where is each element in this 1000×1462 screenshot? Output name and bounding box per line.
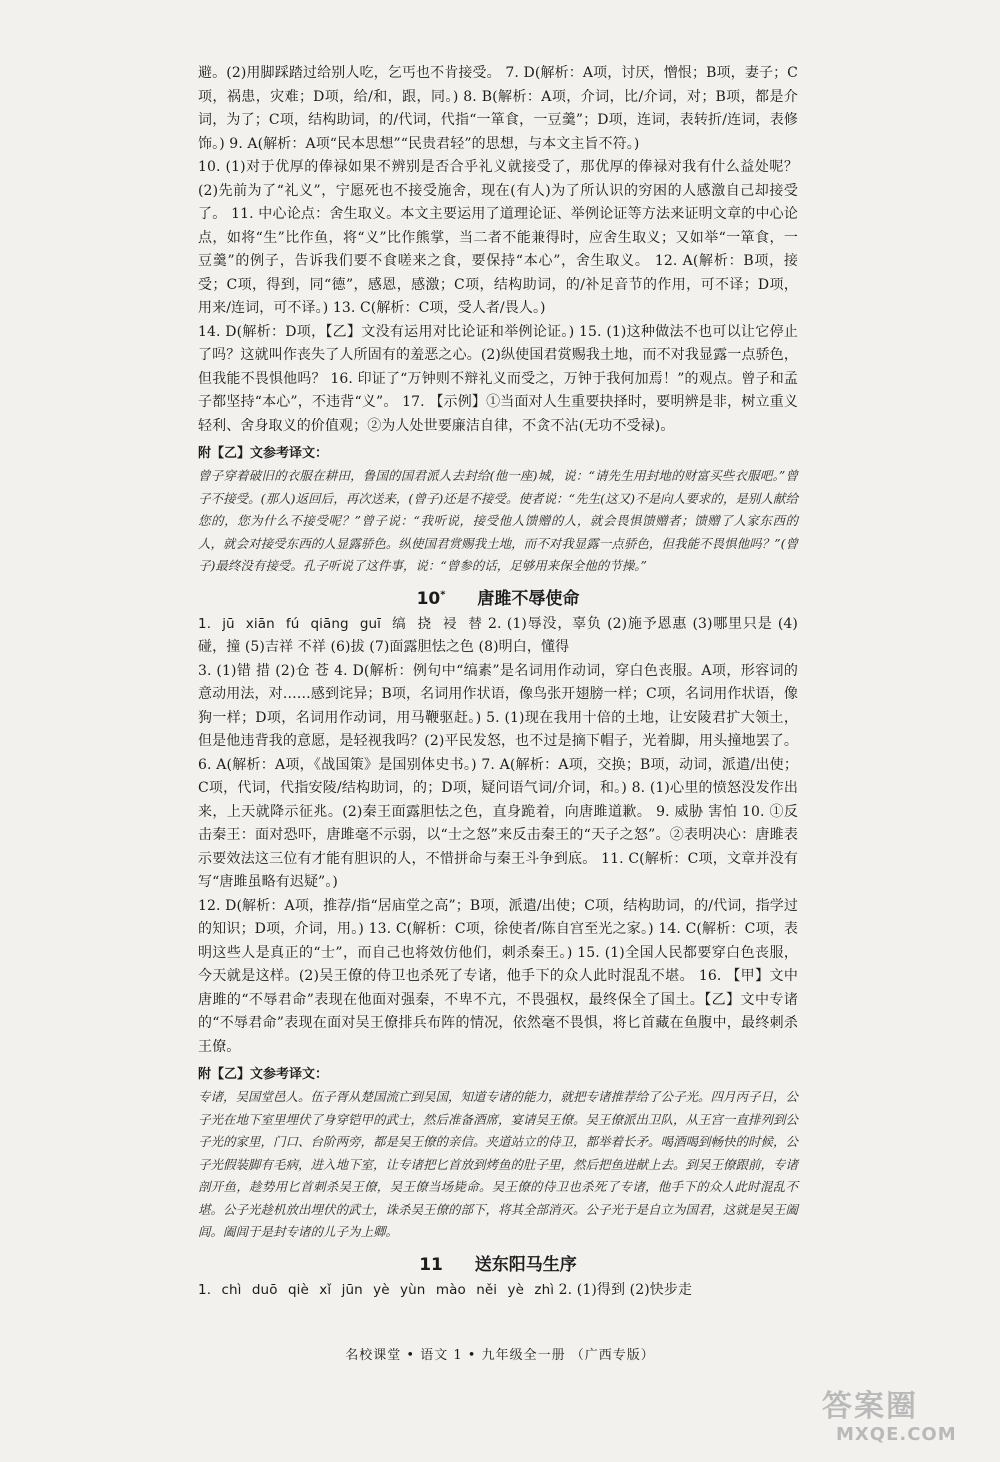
answer-paragraph [198,1279,798,1303]
answer-page [198,62,798,1302]
watermark-logo-text: 答案圈 [822,1389,918,1424]
asterisk-mark: * [440,588,446,600]
watermark-url: MXQE.COM [836,1424,957,1445]
answer-text: 2. (1)得到 (2)快步走 [554,1281,693,1298]
section-heading: 唐雎不辱使命 [477,588,580,609]
answer-paragraph: 3. (1)错 措 (2)仓 苍 4. D(解析：例句中“缟素”是名词用作动词，穿白色丧服。A项，形容词的意动用法，对……感到诧异；B项，名词用作状语，像鸟张开翅膀一样；C项，名词用作状语，像狗一样；D项，名词用作动词，用马鞭驱赶。) 5. (1)现在我用十倍的土地，让安陵君扩大领土，但是他违背我的意愿，是轻视我吗？(2)平民发怒，也不过是摘下帽子，光着脚，用头撞地罢了。 6. A(解析：A项，《战国策》是国别体史书。) 7. A(解析：A项，交换；B项，动词，派遣/出使；C项，代词，代指安陵/结构助词，的；D项，疑问语气词/介词，和。) 8. (1)心里的愤怒没发作出来，上天就降示征兆。(2)秦王面露胆怯之色，直身跪着，向唐雎道歉。 9. 威胁 害怕 10. ①反击秦王：面对恐吓，唐雎毫不示弱，以“士之怒”来反击秦王的“天子之怒”。②表明决心：唐雎表示要效法这三位有才能有胆识的人，不惜拼命与秦王斗争到底。 11. C(解析：C项，文章并没有写“唐雎虽略有迟疑”。) [198,662,798,890]
section-title [198,1250,798,1275]
answer-paragraph [198,613,798,660]
answer-paragraph: 避。(2)用脚踩踏过给别人吃，乞丐也不肯接受。 7. D(解析：A项，讨厌，憎恨；B项，妻子；C项，祸患，灾难；D项，给/和，跟，同。) 8. B(解析：A项，介词，比/介词，对；B项，都是介词，为了；C项，结构助词，的/代词，代指“一箪食，一豆羹”；D项，连词，表转折/连词，表修饰。) 9. A(解析：A项“民本思想”“民贵君轻”的思想，与本文主旨不符。) [198,65,798,152]
answer-text: 2. (1)辱没，辜负 (2)施予恩惠 (3)哪里只是 (4)碰，撞 (5)吉祥 不祥 (6)拔 (7)面露胆怯之色 (8)明白，懂得 [198,615,798,655]
page-footer: 名校课堂 • 语文 1 • 九年级全一册 （广西专版） [345,1348,655,1363]
pinyin-answers: 1. jū xiān fú qiāng guī 缟 挠 祲 替 [198,615,483,632]
section-number: 11 [419,1254,443,1275]
reference-translation: 曾子穿着破旧的衣服在耕田，鲁国的国君派人去封给(他一座)城，说：“请先生用封地的财富买些衣服吧。”曾子不接受。(那人)返回后，再次送来，(曾子)还是不接受。使者说：“先生(这又)不是向人要求的，是别人献给您的，您为什么不接受呢？”曾子说：“我听说，接受他人馈赠的人，就会畏惧馈赠者；馈赠了人家东西的人，就会对接受东西的人显露骄色。纵使国君赏赐我土地，而不对我显露一点骄色，但我能不畏惧他吗？”(曾子)最终没有接受。孔子听说了这件事，说：“曾参的话，足够用来保全他的节操。” [198,468,798,573]
section-title [198,584,798,609]
site-watermark [822,1390,982,1450]
appendix-label: 附【乙】文参考译文： [198,1067,329,1082]
pinyin-answers: 1. chì duō qiè xǐ jūn yè yùn mào něi yè zhì [198,1281,555,1298]
reference-translation: 专诸，吴国堂邑人。伍子胥从楚国流亡到吴国，知道专诸的能力，就把专诸推荐给了公子光。四月丙子日，公子光在地下室里埋伏了身穿铠甲的武士，然后准备酒席，宴请吴王僚。吴王僚派出卫队，从王宫一直排列到公子光的家里，门口、台阶两旁，都是吴王僚的亲信。夹道站立的侍卫，都举着长矛。喝酒喝到畅快的时候，公子光假装脚有毛病，进入地下室，让专诸把匕首放到烤鱼的肚子里，然后把鱼进献上去。到吴王僚跟前，专诸剖开鱼，趁势用匕首刺杀吴王僚，吴王僚当场毙命。吴王僚的侍卫也杀死了专诸，他手下的众人此时混乱不堪。公子光趁机放出埋伏的武士，诛杀吴王僚的部下，将其全部消灭。公子光于是自立为国君，这就是吴王阖闾。阖闾于是封专诸的儿子为上卿。 [198,1089,799,1239]
answer-paragraph: 10. (1)对于优厚的俸禄如果不辨别是否合乎礼义就接受了，那优厚的俸禄对我有什么益处呢？(2)先前为了“礼义”，宁愿死也不接受施舍，现在(有人)为了所认识的穷困的人感激自己却接受了。 11. 中心论点：舍生取义。本文主要运用了道理论证、举例论证等方法来证明文章的中心论点，如将“生”比作鱼，将“义”比作熊掌，当二者不能兼得时，应舍生取义；又如举“一箪食，一豆羹”的例子，告诉我们要不食嗟来之食，要保持“本心”，舍生取义。 12. A(解析：B项，接受；C项，得到，同“德”，感恩，感激；C项，结构助词，的/补足音节的作用，可不译；D项，用来/连词，可不译。) 13. C(解析：C项，受人者/畏人。) [198,159,798,316]
answer-paragraph: 12. D(解析：A项，推荐/指“居庙堂之高”；B项，派遣/出使；C项，结构助词，的/代词，指学过的知识；D项，介词，用。) 13. C(解析：C项，徐使者/陈自宫至光之家。) 14. C(解析：C项，表明这些人是真正的“士”，而自己也将效仿他们，刺杀秦王。) 15. (1)全国人民都要穿白色丧服，今天就是这样。(2)吴王僚的侍卫也杀死了专诸，他手下的众人此时混乱不堪。 16. 【甲】文中唐雎的“不辱君命”表现在他面对强秦，不卑不亢，不畏强权，最终保全了国土。【乙】文中专诸的“不辱君命”表现在面对吴王僚排兵布阵的情况，依然毫不畏惧，将匕首藏在鱼腹中，最终刺杀王僚。 [198,897,798,1055]
section-heading: 送东阳马生序 [474,1254,577,1275]
section-number: 10* [416,588,446,609]
answer-paragraph: 14. D(解析：D项，【乙】文没有运用对比论证和举例论证。) 15. (1)这种做法不也可以让它停止了吗？这就叫作丧失了人所固有的羞恶之心。(2)纵使国君赏赐我土地，而不对我显露一点骄色，但我能不畏惧他吗？ 16. 印证了“万钟则不辩礼义而受之，万钟于我何加焉！”的观点。曾子和孟子都坚持“本心”，不违背“义”。 17. 【示例】①当面对人生重要抉择时，要明辨是非，树立重义轻利、舍身取义的价值观；②为人处世要廉洁自律，不贪不沾(无功不受禄)。 [198,323,798,434]
appendix-label: 附【乙】文参考译文： [198,446,329,461]
